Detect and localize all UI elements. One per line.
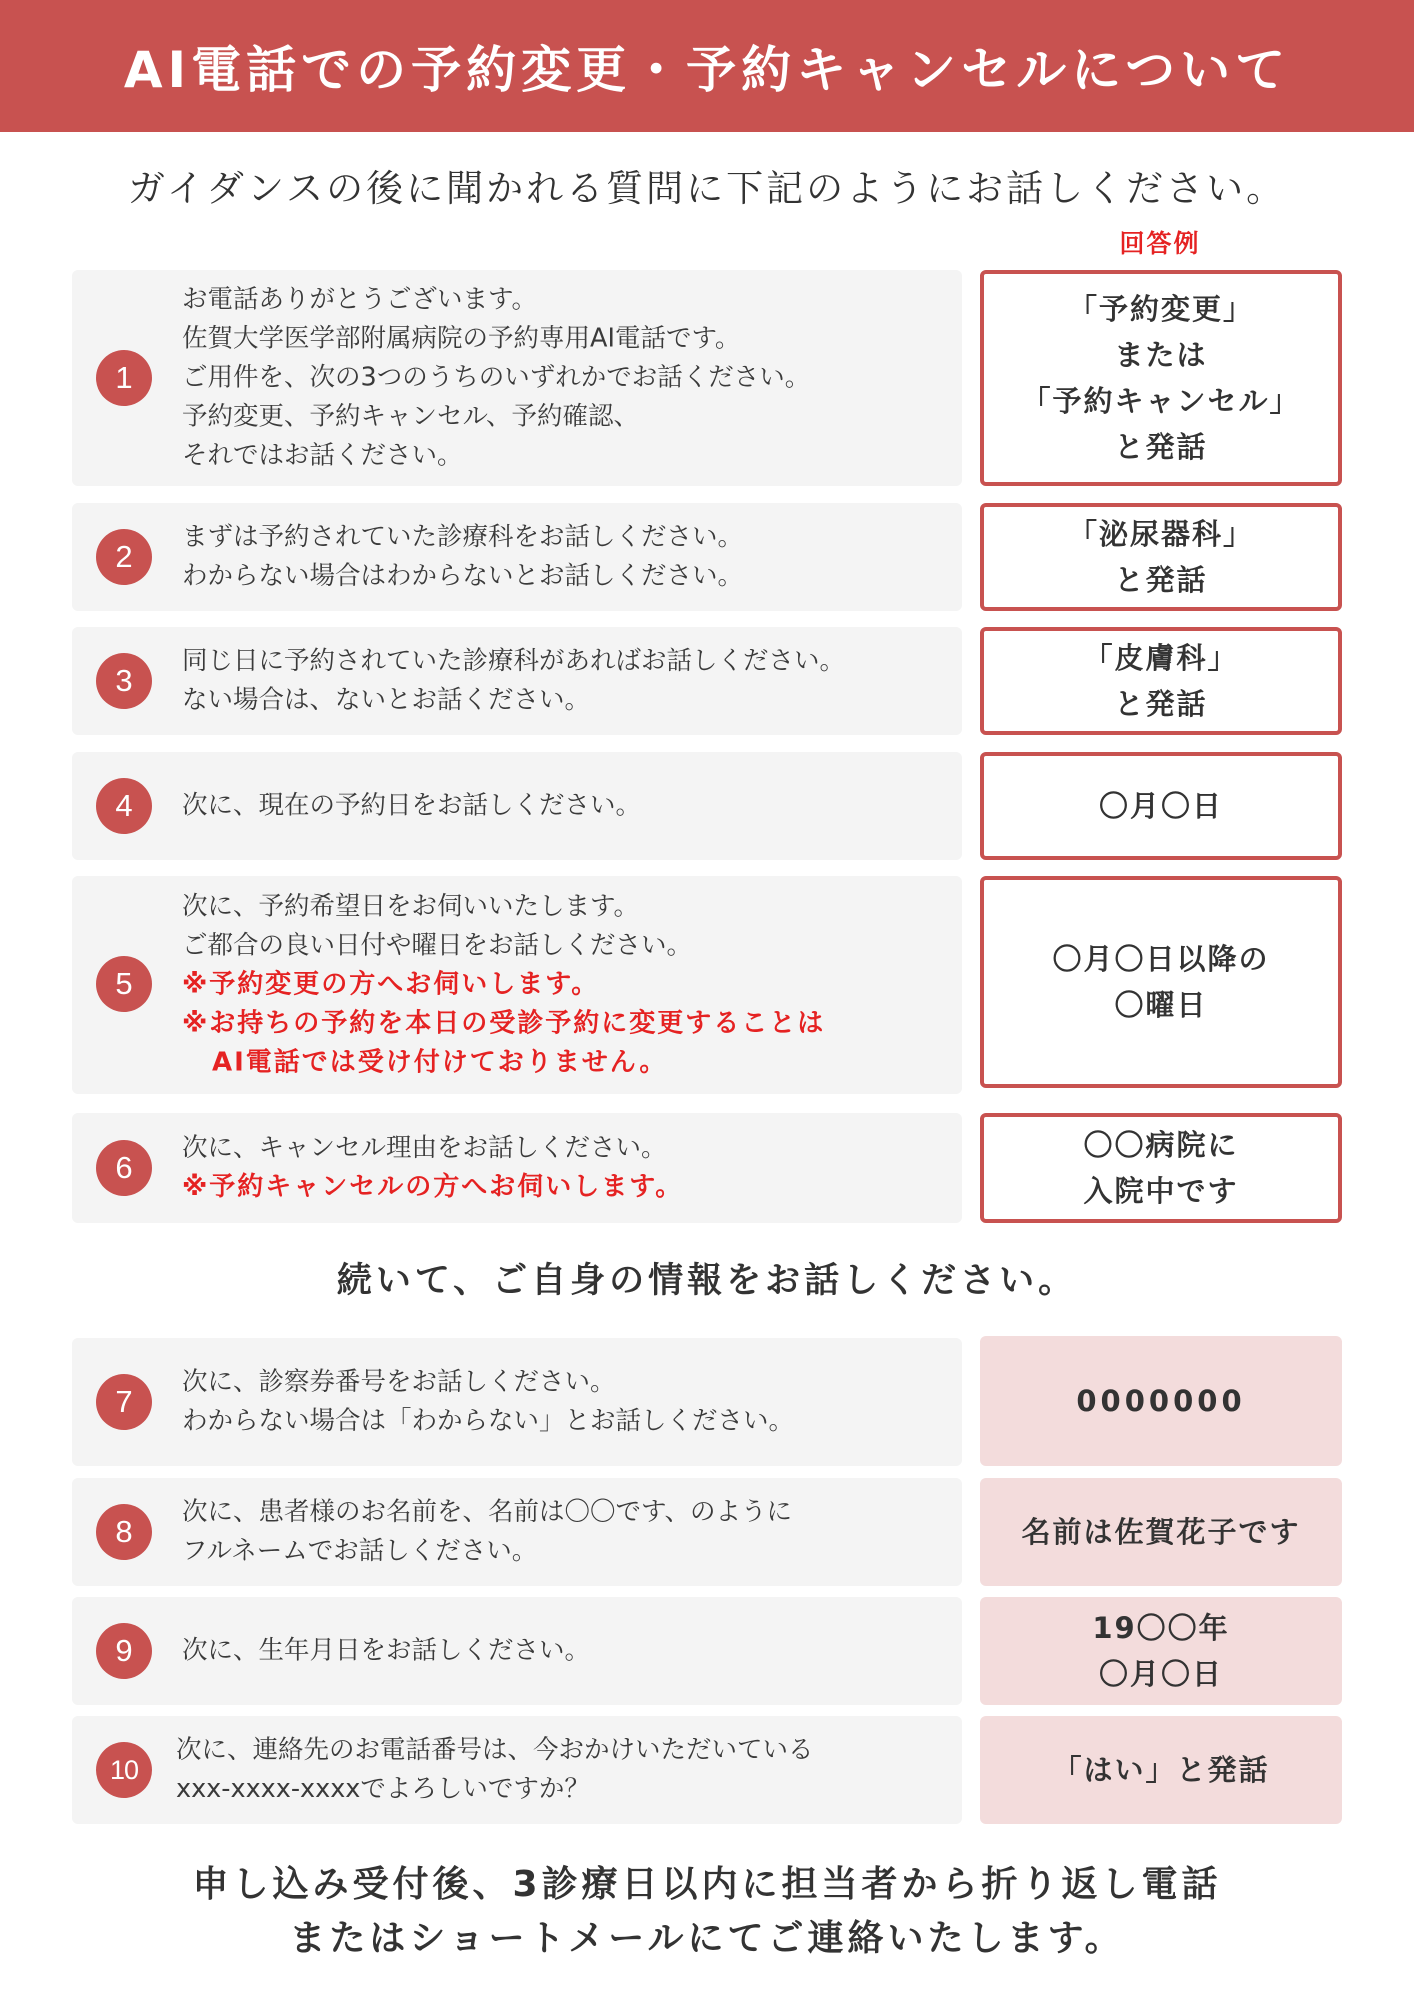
step-row-9 [72, 1597, 962, 1705]
caution-note: ※お持ちの予約を本日の受診予約に変更することは [182, 1008, 826, 1039]
answer-line: と発話 [1114, 563, 1208, 597]
step-number-badge: 9 [96, 1623, 152, 1679]
step-prompt [182, 642, 942, 720]
step-row-5 [72, 876, 962, 1094]
step-prompt [176, 1731, 942, 1809]
step-number-badge: 1 [96, 350, 152, 406]
answer-line: 「泌尿器科」 [1067, 517, 1254, 551]
footer-line: 申し込み受付後、3診療日以内に担当者から折り返し電話 [192, 1864, 1222, 1905]
prompt-line: 次に、キャンセル理由をお話しください。 [182, 1133, 667, 1163]
prompt-line: 次に、生年月日をお話しください。 [182, 1635, 591, 1666]
step-prompt [182, 281, 942, 476]
guidance-subtitle: ガイダンスの後に聞かれる質問に下記のようにお話しください。 [127, 167, 1287, 210]
step-row-3 [72, 627, 962, 735]
prompt-line: 次に、予約希望日をお伺いいたします。 [182, 891, 639, 922]
step-prompt [182, 787, 942, 826]
answer-line: と発話 [1114, 430, 1208, 464]
step-number-badge: 2 [96, 529, 152, 585]
step-row-6 [72, 1113, 962, 1223]
prompt-line: フルネームでお話しください。 [182, 1536, 538, 1566]
answer-line: 〇月〇日 [1098, 1657, 1223, 1691]
page-title: AI電話での予約変更・予約キャンセルについて [123, 41, 1291, 99]
prompt-line: 佐賀大学医学部附属病院の予約専用AI電話です。 [182, 323, 741, 354]
answer-line: 〇月〇日以降の [1052, 942, 1270, 976]
prompt-line: xxx-xxxx-xxxxでよろしいですか？ [176, 1774, 590, 1804]
caution-note: ※予約キャンセルの方へお伺いします。 [182, 1172, 684, 1202]
step-number-badge: 6 [96, 1140, 152, 1196]
step-row-10 [72, 1716, 962, 1824]
prompt-line: まずは予約されていた診療科をお話しください。 [182, 522, 744, 552]
answer-line: 「予約変更」 [1067, 292, 1254, 326]
answer-line: または [1114, 338, 1208, 372]
prompt-line: わからない場合は「わからない」とお話しください。 [182, 1406, 795, 1436]
answer-example-2 [980, 503, 1342, 611]
prompt-line: 次に、現在の予約日をお話しください。 [182, 790, 642, 821]
prompt-line: わからない場合はわからないとお話しください。 [182, 561, 744, 591]
answer-line: 「予約キャンセル」 [1021, 384, 1301, 418]
caution-note: ※予約変更の方へお伺いします。 [182, 969, 600, 1000]
prompt-line: お電話ありがとうございます。 [182, 284, 537, 315]
prompt-line: 次に、連絡先のお電話番号は、今おかけいただいている [176, 1735, 814, 1765]
answer-line: 〇月〇日 [1098, 789, 1223, 823]
caution-note: AI電話では受け付けておりません。 [212, 1047, 668, 1078]
answer-example-label: 回答例 [1119, 229, 1201, 258]
header-banner [0, 0, 1414, 132]
answer-line: と発話 [1114, 687, 1208, 721]
answer-line: 〇〇病院に [1083, 1128, 1239, 1162]
answer-example-4 [980, 752, 1342, 860]
answer-example-9 [980, 1597, 1342, 1705]
prompt-line: ない場合は、ないとお話ください。 [182, 685, 591, 715]
step-number-badge: 4 [96, 778, 152, 834]
step-number-badge: 10 [96, 1742, 152, 1798]
step-prompt [182, 518, 942, 596]
prompt-line: ご都合の良い日付や曜日をお話しください。 [182, 930, 693, 961]
answer-example-3 [980, 627, 1342, 735]
step-number-badge: 8 [96, 1504, 152, 1560]
answer-example-7 [980, 1336, 1342, 1466]
answer-example-10 [980, 1716, 1342, 1824]
prompt-line: それではお話ください。 [182, 440, 463, 471]
step-prompt [182, 1129, 942, 1207]
step-row-7 [72, 1338, 962, 1466]
step-row-4 [72, 752, 962, 860]
answer-line: 0000000 [1076, 1384, 1246, 1418]
prompt-line: ご用件を、次の3つのうちのいずれかでお話ください。 [182, 362, 811, 393]
step-number-badge: 5 [96, 956, 152, 1012]
step-number-badge: 3 [96, 653, 152, 709]
step-row-8 [72, 1478, 962, 1586]
step-prompt [182, 1363, 942, 1441]
step-prompt [182, 1632, 942, 1671]
answer-line: 「はい」と発話 [1052, 1753, 1270, 1787]
step-row-1 [72, 270, 962, 486]
step-row-2 [72, 503, 962, 611]
footer-notice [0, 1858, 1414, 1966]
footer-line: またはショートメールにてご連絡いたします。 [289, 1918, 1125, 1959]
prompt-line: 同じ日に予約されていた診療科があればお話しください。 [182, 646, 846, 676]
answer-line: 〇曜日 [1114, 988, 1208, 1022]
answer-example-6 [980, 1113, 1342, 1223]
section-title-personal-info: 続いて、ご自身の情報をお話しください。 [336, 1261, 1078, 1301]
answer-line: 名前は佐賀花子です [1021, 1515, 1301, 1549]
step-number-badge: 7 [96, 1374, 152, 1430]
prompt-line: 予約変更、予約キャンセル、予約確認、 [182, 401, 639, 432]
prompt-line: 次に、診察券番号をお話しください。 [182, 1367, 616, 1397]
answer-example-5 [980, 876, 1342, 1088]
answer-line: 19〇〇年 [1092, 1611, 1230, 1645]
answer-example-8 [980, 1478, 1342, 1586]
step-prompt [182, 888, 942, 1083]
prompt-line: 次に、患者様のお名前を、名前は〇〇です、のように [182, 1497, 792, 1527]
answer-line: 「皮膚科」 [1083, 641, 1239, 675]
answer-line: 入院中です [1083, 1174, 1239, 1208]
answer-example-1 [980, 270, 1342, 486]
step-prompt [182, 1493, 942, 1571]
